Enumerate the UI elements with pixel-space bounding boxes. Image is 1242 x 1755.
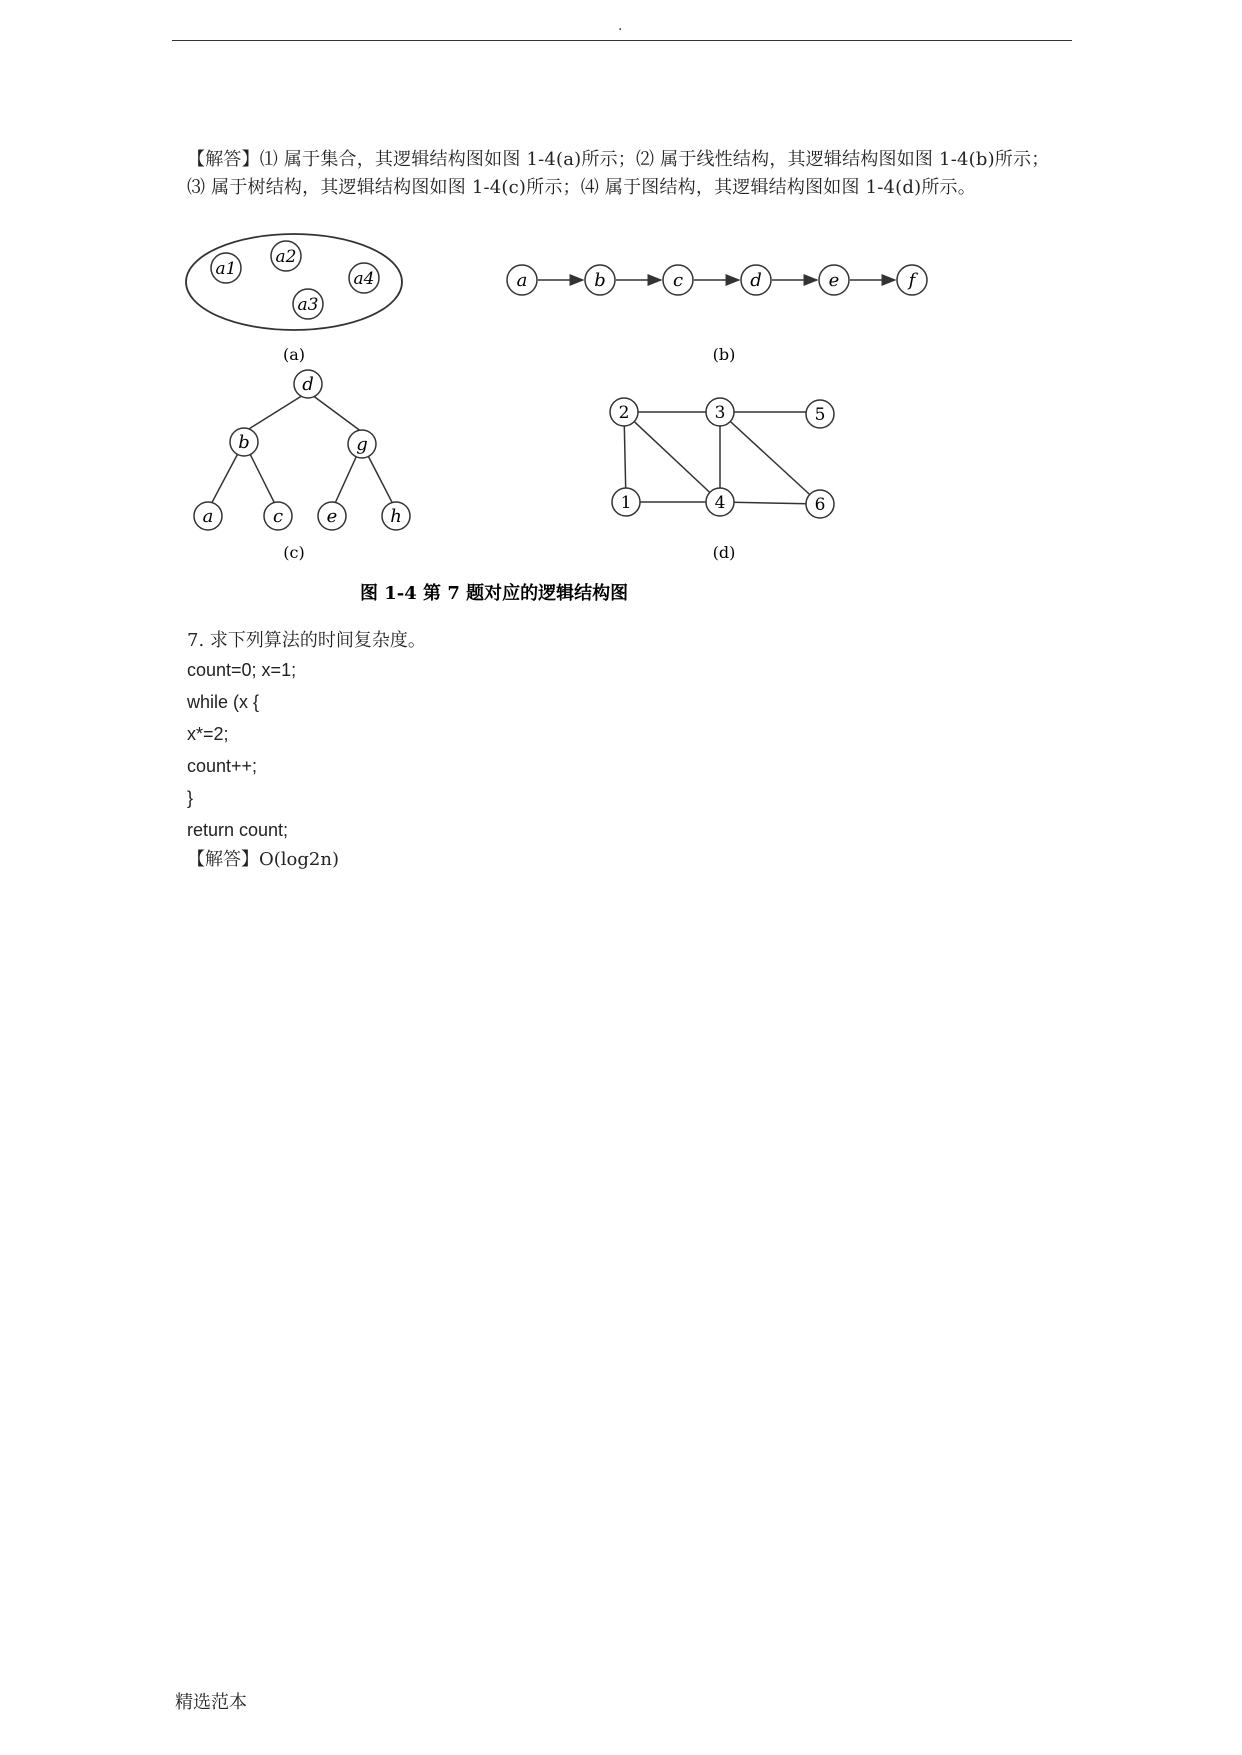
figure-c-label: (c) [283, 543, 305, 562]
figure-b-label: (b) [712, 345, 736, 364]
node-c-e: e [326, 506, 338, 527]
node-b-a: a [516, 270, 528, 291]
answer-complexity: 【解答】O(log2n) [187, 849, 339, 870]
node-a1: a1 [215, 259, 237, 279]
node-d-6: 6 [814, 495, 826, 515]
node-a3: a3 [297, 295, 319, 315]
node-c-a: a [202, 506, 214, 527]
logical-structure-figure [180, 222, 980, 612]
figure-caption: 图 1-4 第 7 题对应的逻辑结构图 [360, 583, 629, 604]
node-d-2: 2 [618, 403, 630, 423]
answer-line-2: ⑶ 属于树结构，其逻辑结构图如图 1-4(c)所示；⑷ 属于图结构，其逻辑结构图如图 1-4(d)所示。 [187, 177, 976, 198]
node-a2: a2 [275, 247, 297, 267]
node-c-h: h [390, 506, 402, 527]
code-line-6: return count; [187, 820, 289, 840]
node-b-d: d [750, 270, 762, 291]
figure-c-tree [194, 370, 410, 562]
code-line-5: } [187, 788, 194, 808]
figure-a-label: (a) [282, 345, 306, 364]
node-a4: a4 [353, 269, 375, 289]
header-rule [172, 40, 1072, 41]
answer-line-1: 【解答】⑴ 属于集合，其逻辑结构图如图 1-4(a)所示；⑵ 属于线性结构，其逻辑结构图如图 1-4(b)所示； [187, 149, 1050, 170]
code-line-4: count++; [187, 756, 258, 776]
page-marker: . [618, 18, 623, 34]
node-b-c: c [672, 270, 684, 291]
node-c-g: g [356, 434, 368, 455]
node-b-b: b [594, 270, 606, 291]
node-c-c: c [272, 506, 284, 527]
node-c-b: b [238, 432, 250, 453]
node-c-d: d [302, 374, 314, 395]
figure-d-label: (d) [712, 543, 736, 562]
node-d-3: 3 [714, 403, 726, 423]
node-d-1: 1 [620, 493, 632, 513]
question-title: 7. 求下列算法的时间复杂度。 [187, 630, 426, 651]
code-line-3: x*=2; [187, 724, 229, 744]
node-b-f: f [908, 270, 916, 291]
figure-b-linear [507, 265, 927, 364]
code-line-1: count=0; x=1; [187, 660, 297, 680]
node-b-e: e [828, 270, 840, 291]
figure-a-set [186, 234, 402, 364]
figure-d-graph [610, 398, 834, 562]
code-line-2: while (x { [187, 692, 260, 712]
node-d-4: 4 [714, 493, 726, 513]
footer-text: 精选范本 [175, 1692, 247, 1713]
node-d-5: 5 [814, 405, 826, 425]
